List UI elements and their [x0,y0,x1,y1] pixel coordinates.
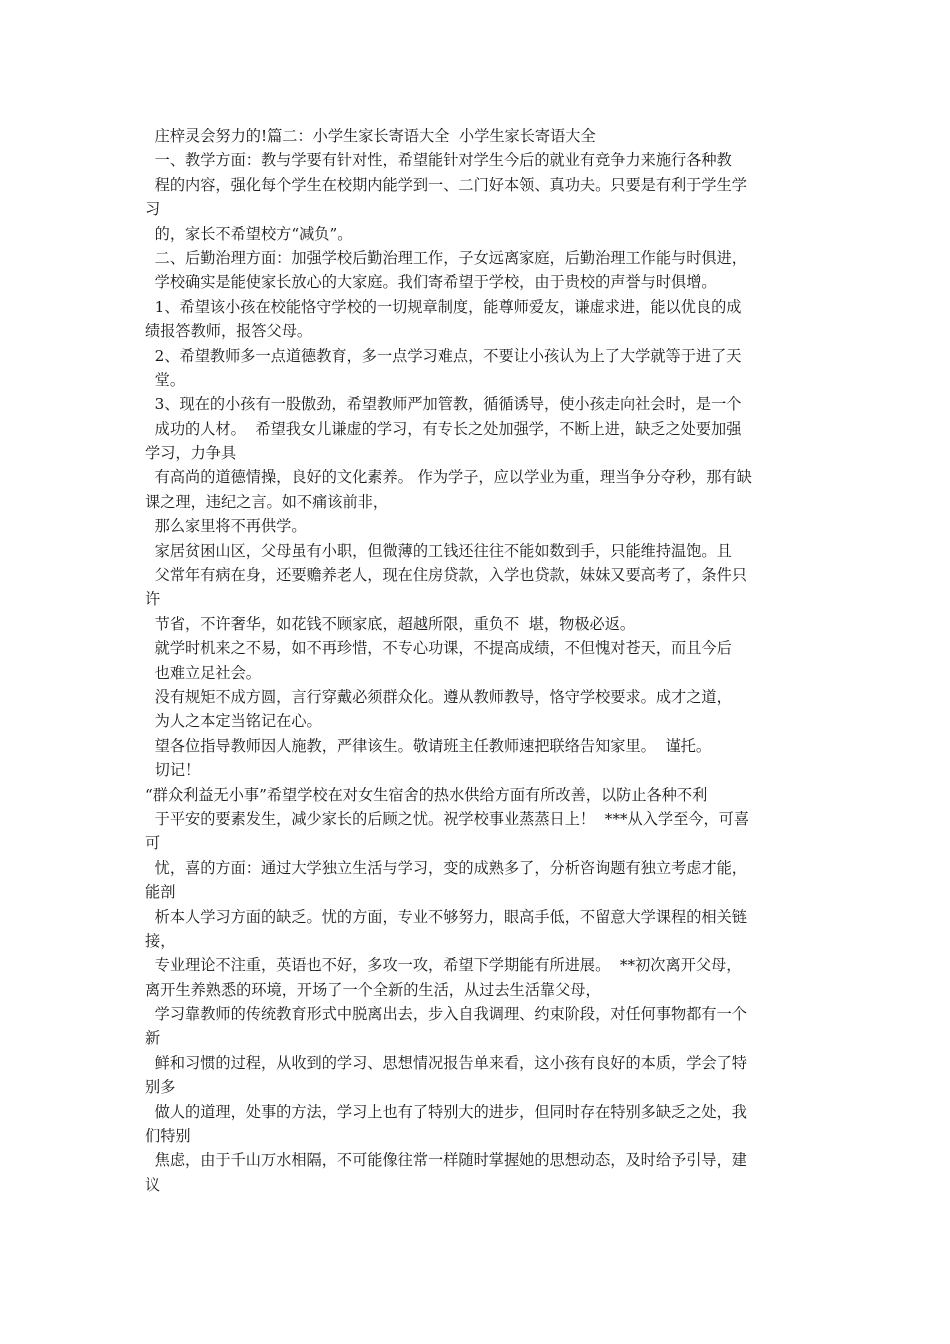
text-line: 议 [145,1175,161,1194]
text-line: 课之理，违纪之言。如不痛该前非， [145,492,388,511]
text-line: 于平安的要素发生，减少家长的后顾之忧。祝学校事业蒸蒸日上！ ***从入学至今，可喜 [145,809,750,828]
text-line: 家居贫困山区，父母虽有小职，但微薄的工钱还往往不能如数到手，只能维持温饱。且 [145,541,732,560]
text-line: 二、后勤治理方面：加强学校后勤治理工作，子女远离家庭，后勤治理工作能与时俱进， [145,248,747,267]
text-line: 那么家里将不再供学。 [145,517,307,536]
text-line: 做人的道理，处事的方法，学习上也有了特别大的进步，但同时存在特别多缺乏之处，我 [145,1102,747,1121]
text-line: 学习靠教师的传统教育形式中脱离出去，步入自我调理、约束阶段，对任何事物都有一个 [145,1005,747,1024]
text-line: “群众利益无小事”希望学校在对女生宿舍的热水供给方面有所改善，以防止各种不利 [145,785,708,804]
text-line: 离开生养熟悉的环境，开场了一个全新的生活，从过去生活靠父母， [145,980,601,999]
text-line: 绩报答教师，报答父母。 [145,322,313,341]
text-line: 为人之本定当铭记在心。 [145,712,322,731]
text-line: 程的内容，强化每个学生在校期内能学到一、二门好本领、真功夫。只要是有利于学生学 [145,175,747,194]
text-line: 们特别 [145,1127,191,1146]
text-line: 接， [145,931,176,950]
text-line: 有高尚的道德情操，良好的文化素养。 作为学子，应以学业为重，理当争分夺秒，那有缺 [145,468,752,487]
text-line: 节省，不许奢华，如花钱不顾家底，超越所限，重负不 堪，物极必返。 [145,614,636,633]
text-line: 焦虑，由于千山万水相隔，不可能像往常一样随时掌握她的思想动态，及时给予引导，建 [145,1151,747,1170]
text-line: 析本人学习方面的缺乏。忧的方面，专业不够努力，眼高手低，不留意大学课程的相关链 [145,907,747,926]
text-line: 2、希望教师多一点道德教育，多一点学习难点，不要让小孩认为上了大学就等于进了天 [145,346,742,365]
text-line: 忧，喜的方面：通过大学独立生活与学习，变的成熟多了，分析咨询题有独立考虑才能， [145,858,747,877]
text-line: 能剖 [145,883,176,902]
text-line: 父常年有病在身，还要赡养老人，现在住房贷款，入学也贷款，妹妹又要高考了，条件只 [145,566,747,585]
text-line: 切记！ [145,761,201,780]
text-line: 成功的人材。 希望我女儿谦虚的学习，有专长之处加强学，不断上进，缺乏之处要加强 [145,419,742,438]
text-line: 1、希望该小孩在校能恪守学校的一切规章制度，能尊师爱友，谦虚求进，能以优良的成 [145,297,742,316]
document-body [145,124,815,1197]
text-line: 鲜和习惯的过程，从收到的学习、思想情况报告单来看，这小孩有良好的本质，学会了特 [145,1053,747,1072]
text-line: 庄梓灵会努力的!篇二：小学生家长寄语大全 小学生家长寄语大全 [145,127,596,145]
text-line: 3、现在的小孩有一股傲劲，希望教师严加管教，循循诱导，使小孩走向社会时，是一个 [145,395,742,414]
text-line: 可 [145,834,161,853]
text-line: 望各位指导教师因人施教，严律该生。敬请班主任教师速把联络告知家里。 谨托。 [145,736,712,755]
text-line: 新 [145,1029,161,1048]
text-line: 的，家长不希望校方“减负”。 [145,224,353,243]
text-line: 学习，力争具 [145,444,237,463]
text-line: 没有规矩不成方圆，言行穿戴必须群众化。遵从教师教导，恪守学校要求。成才之道， [145,687,732,706]
text-line: 学校确实是能使家长放心的大家庭。我们寄希望于学校，由于贵校的声誉与时俱增。 [145,273,717,292]
text-line: 也难立足社会。 [145,663,261,682]
text-line: 堂。 [145,370,186,389]
text-line: 许 [145,590,161,609]
text-line: 一、教学方面：教与学要有针对性，希望能针对学生今后的就业有竞争力来施行各种教 [145,151,732,170]
text-line: 就学时机来之不易，如不再珍惜，不专心功课，不提高成绩，不但愧对苍天，而且今后 [145,639,732,658]
text-line: 习 [145,200,161,219]
text-line: 专业理论不注重，英语也不好，多攻一攻，希望下学期能有所进展。 **初次离开父母， [145,956,742,975]
text-line: 别多 [145,1078,176,1097]
